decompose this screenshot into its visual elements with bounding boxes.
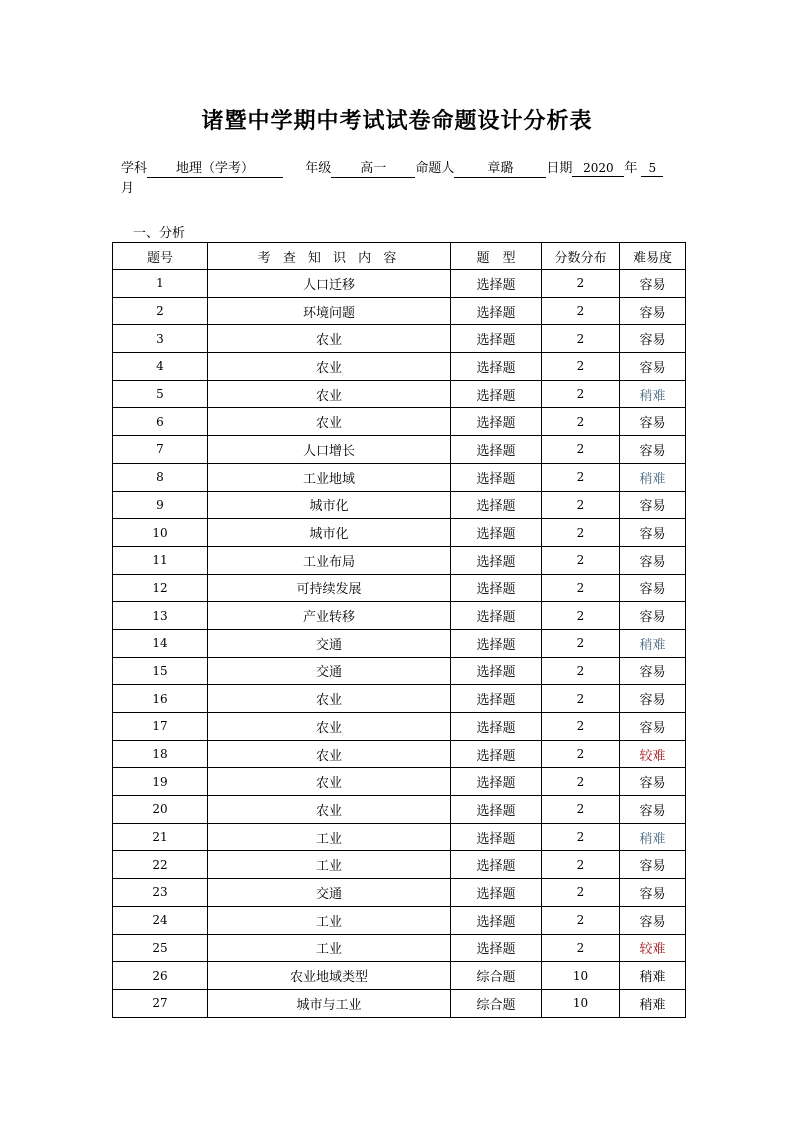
score-cell: 2 [542,463,620,491]
table-row [113,491,686,519]
topic-cell: 产业转移 [208,602,451,630]
table-row [113,989,686,1017]
section-title: 一、分析 [133,226,186,241]
topic-cell: 工业 [208,934,451,962]
author-value: 章璐 [454,161,546,178]
question-type-cell: 选择题 [451,713,542,741]
difficulty-cell: 容易 [620,906,686,934]
score-cell: 2 [542,325,620,353]
difficulty-cell: 容易 [620,657,686,685]
question-number-cell: 11 [113,546,208,574]
difficulty-cell: 容易 [620,796,686,824]
table-row [113,325,686,353]
topic-cell: 农业地域类型 [208,962,451,990]
question-number-cell: 12 [113,574,208,602]
score-cell: 2 [542,270,620,298]
topic-cell: 交通 [208,629,451,657]
difficulty-cell: 稍难 [620,823,686,851]
question-type-cell: 选择题 [451,685,542,713]
header-score: 分数分布 [542,243,620,270]
difficulty-cell: 容易 [620,270,686,298]
grade-label: 年级 [305,161,332,176]
table-row [113,768,686,796]
table-row [113,934,686,962]
topic-cell: 农业 [208,353,451,381]
question-type-cell: 选择题 [451,851,542,879]
question-type-cell: 综合题 [451,989,542,1017]
question-number-cell: 10 [113,519,208,547]
topic-cell: 工业布局 [208,546,451,574]
question-type-cell: 选择题 [451,657,542,685]
table-row [113,436,686,464]
score-cell: 2 [542,408,620,436]
question-type-cell: 选择题 [451,768,542,796]
question-number-cell: 1 [113,270,208,298]
header-number: 题号 [113,243,208,270]
topic-cell: 工业 [208,906,451,934]
topic-cell: 农业 [208,796,451,824]
table-row [113,823,686,851]
header-difficulty: 难易度 [620,243,686,270]
table-row [113,962,686,990]
table-header-row [113,243,686,270]
difficulty-cell: 稍难 [620,989,686,1017]
question-type-cell: 选择题 [451,270,542,298]
topic-cell: 工业 [208,851,451,879]
table-row [113,463,686,491]
topic-cell: 农业 [208,740,451,768]
score-cell: 2 [542,851,620,879]
score-cell: 2 [542,436,620,464]
topic-cell: 农业 [208,685,451,713]
question-number-cell: 26 [113,962,208,990]
difficulty-cell: 容易 [620,325,686,353]
question-type-cell: 选择题 [451,934,542,962]
table-row [113,906,686,934]
table-row [113,740,686,768]
topic-cell: 城市与工业 [208,989,451,1017]
score-cell: 2 [542,685,620,713]
score-cell: 2 [542,546,620,574]
score-cell: 2 [542,629,620,657]
question-number-cell: 16 [113,685,208,713]
topic-cell: 城市化 [208,491,451,519]
topic-cell: 农业 [208,325,451,353]
score-cell: 2 [542,574,620,602]
topic-cell: 工业地域 [208,463,451,491]
score-cell: 10 [542,989,620,1017]
difficulty-cell: 容易 [620,491,686,519]
question-number-cell: 2 [113,297,208,325]
score-cell: 2 [542,934,620,962]
difficulty-cell: 容易 [620,685,686,713]
question-number-cell: 6 [113,408,208,436]
header-type: 题 型 [451,243,542,270]
topic-cell: 城市化 [208,519,451,547]
question-type-cell: 选择题 [451,602,542,630]
difficulty-cell: 稍难 [620,380,686,408]
question-type-cell: 选择题 [451,519,542,547]
question-number-cell: 21 [113,823,208,851]
question-type-cell: 选择题 [451,491,542,519]
date-label: 日期 [546,161,573,176]
topic-cell: 可持续发展 [208,574,451,602]
question-type-cell: 选择题 [451,353,542,381]
difficulty-cell: 稍难 [620,962,686,990]
score-cell: 2 [542,713,620,741]
score-cell: 2 [542,740,620,768]
difficulty-cell: 容易 [620,546,686,574]
topic-cell: 农业 [208,408,451,436]
topic-cell: 农业 [208,380,451,408]
question-type-cell: 选择题 [451,740,542,768]
question-type-cell: 选择题 [451,906,542,934]
subject-value: 地理（学考） [147,161,283,178]
difficulty-cell: 较难 [620,740,686,768]
question-number-cell: 18 [113,740,208,768]
grade-value: 高一 [331,161,415,178]
question-type-cell: 选择题 [451,408,542,436]
score-cell: 2 [542,796,620,824]
table-row [113,353,686,381]
difficulty-cell: 稍难 [620,629,686,657]
difficulty-cell: 容易 [620,713,686,741]
question-number-cell: 9 [113,491,208,519]
question-type-cell: 综合题 [451,962,542,990]
topic-cell: 农业 [208,768,451,796]
difficulty-cell: 容易 [620,851,686,879]
table-row [113,546,686,574]
question-number-cell: 17 [113,713,208,741]
score-cell: 2 [542,519,620,547]
question-number-cell: 13 [113,602,208,630]
difficulty-cell: 容易 [620,297,686,325]
analysis-table [112,242,686,1018]
topic-cell: 人口增长 [208,436,451,464]
table-row [113,657,686,685]
question-number-cell: 24 [113,906,208,934]
difficulty-cell: 容易 [620,353,686,381]
question-number-cell: 3 [113,325,208,353]
question-number-cell: 15 [113,657,208,685]
question-type-cell: 选择题 [451,574,542,602]
table-row [113,297,686,325]
difficulty-cell: 容易 [620,408,686,436]
table-row [113,270,686,298]
topic-cell: 工业 [208,823,451,851]
author-label: 命题人 [415,161,455,176]
score-cell: 2 [542,491,620,519]
question-type-cell: 选择题 [451,325,542,353]
table-row [113,851,686,879]
year-value: 2020 [572,160,624,177]
question-number-cell: 23 [113,879,208,907]
question-type-cell: 选择题 [451,796,542,824]
question-number-cell: 4 [113,353,208,381]
meta-info [121,159,681,199]
question-type-cell: 选择题 [451,380,542,408]
difficulty-cell: 容易 [620,768,686,796]
question-type-cell: 选择题 [451,463,542,491]
question-type-cell: 选择题 [451,436,542,464]
question-number-cell: 14 [113,629,208,657]
table-row [113,796,686,824]
difficulty-cell: 稍难 [620,463,686,491]
topic-cell: 交通 [208,879,451,907]
table-row [113,879,686,907]
question-number-cell: 25 [113,934,208,962]
question-type-cell: 选择题 [451,297,542,325]
score-cell: 2 [542,768,620,796]
table-row [113,380,686,408]
score-cell: 2 [542,602,620,630]
table-row [113,519,686,547]
question-number-cell: 19 [113,768,208,796]
difficulty-cell: 容易 [620,519,686,547]
question-number-cell: 22 [113,851,208,879]
table-row [113,629,686,657]
table-row [113,574,686,602]
question-type-cell: 选择题 [451,546,542,574]
table-row [113,713,686,741]
document-title: 诸暨中学期中考试试卷命题设计分析表 [201,109,593,134]
score-cell: 2 [542,657,620,685]
score-cell: 10 [542,962,620,990]
question-number-cell: 5 [113,380,208,408]
table-row [113,602,686,630]
topic-cell: 交通 [208,657,451,685]
score-cell: 2 [542,380,620,408]
difficulty-cell: 容易 [620,602,686,630]
table-row [113,685,686,713]
question-type-cell: 选择题 [451,823,542,851]
question-number-cell: 27 [113,989,208,1017]
question-type-cell: 选择题 [451,879,542,907]
difficulty-cell: 容易 [620,436,686,464]
question-number-cell: 20 [113,796,208,824]
question-number-cell: 8 [113,463,208,491]
question-type-cell: 选择题 [451,629,542,657]
score-cell: 2 [542,906,620,934]
difficulty-cell: 较难 [620,934,686,962]
difficulty-cell: 容易 [620,574,686,602]
score-cell: 2 [542,879,620,907]
topic-cell: 农业 [208,713,451,741]
header-topic: 考 查 知 识 内 容 [208,243,451,270]
year-label: 年 [624,161,638,176]
subject-label: 学科 [121,161,148,176]
difficulty-cell: 容易 [620,879,686,907]
month-value: 5 [641,160,663,177]
score-cell: 2 [542,823,620,851]
question-number-cell: 7 [113,436,208,464]
month-label: 月 [121,181,135,196]
score-cell: 2 [542,297,620,325]
score-cell: 2 [542,353,620,381]
topic-cell: 人口迁移 [208,270,451,298]
topic-cell: 环境问题 [208,297,451,325]
table-row [113,408,686,436]
